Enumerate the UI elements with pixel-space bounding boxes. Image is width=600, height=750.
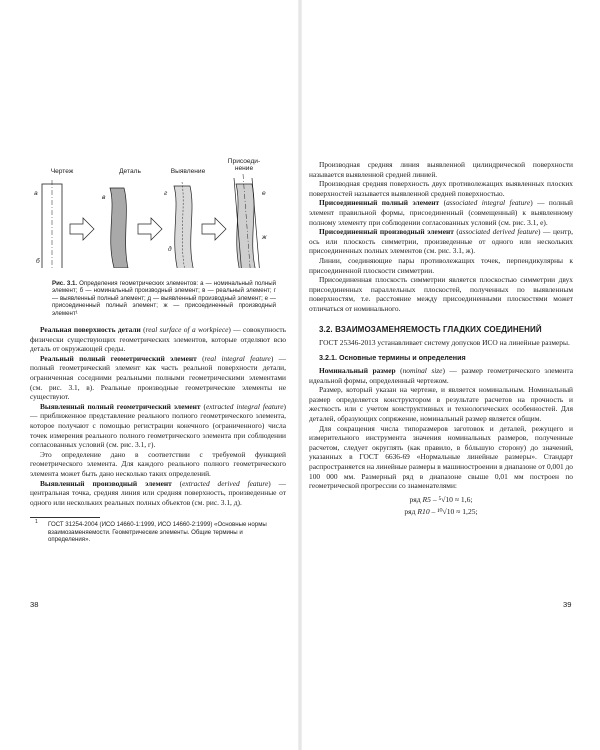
left-paragraph (30, 450, 286, 479)
footnote-text: ГОСТ 31254-2004 (ИСО 14660-1:1999, ИСО 14660-2:1999) «Основные нормы взаимозаменяемости. Геометрические элементы. Общие термины и определения». (48, 521, 267, 544)
paragraph-text: Производная средняя линия выявленной цилиндрической поверхности называется выявленной средней линией. (309, 160, 573, 179)
right-bottom-paragraph (309, 385, 573, 423)
term-english: extracted derived feature (182, 478, 269, 488)
paragraph-text: Линии, соединяющие пары противолежащих точек, перпендикулярны к присоединенной плоскости симметрии. (309, 255, 573, 275)
fig-label-extraction: Выявление (170, 168, 206, 175)
footnote-rule (30, 517, 100, 518)
right-bottom-paragraph (309, 424, 573, 491)
formula-body: – ¹⁰√10 ≈ 1,25; (429, 506, 478, 516)
subsection-title: 3.2.1. Основные термины и определения (319, 353, 466, 363)
term-english: associated derived feature (458, 227, 539, 237)
fig-label-drawing: Чертеж (50, 168, 74, 175)
right-top-paragraph (309, 256, 573, 275)
term: Присоединенный производный элемент (319, 227, 454, 237)
left-paragraph: Реальный полный геометрический элемент (real integral feature) — полный геометрический элемент как часть реальной поверхности детали, ограниченная соседними реальными полными геометрическими элементами (см. рис. 3.1, в). Реальные производные геометрические элементы не существуют. (30, 353, 286, 402)
term-english: real surface of a workpiece (145, 325, 229, 335)
footnote (30, 521, 286, 544)
figure-3-1 (30, 150, 286, 268)
formula-series-name: R10 (417, 506, 430, 516)
paragraph-text: Для сокращения числа типоразмеров заготовок и деталей, режущего и измерительного инструмента значения номинальных размеров, полученные расчетом, следует округлять (как правило, в бóльшую сторону) до значений, указанных в ГОСТ 6636-69 «Нормальные линейные размеры». Стандарт распространяется на линейные размеры в машиностроении в диапазоне от 0,001 до 100 000 мм. Размерный ряд в диапазоне свыше 0,01 мм построен по геометрической прогрессии со знаменателями: (309, 423, 573, 491)
left-page-body (30, 325, 286, 507)
term: Выявленный производный элемент (40, 478, 172, 488)
term: Номинальный размер (319, 366, 396, 376)
right-page (309, 160, 573, 518)
paragraph-text: — полный элемент правильной формы, присоединенный (совмещенный) к выявленному полному элементу при соблюдении согласованных условий (см. рис. 3.1, е). (309, 198, 574, 227)
term-english: real integral feature (204, 353, 271, 363)
fig-letter-a: а (34, 190, 38, 197)
section-intro: ГОСТ 25346-2013 устанавливает систему допусков ИСО на линейные размеры. (319, 337, 570, 347)
term-english: nominal size (402, 366, 443, 376)
figure-caption (52, 280, 276, 317)
fig-letter-e: е (262, 190, 266, 197)
paragraph-text: Размер, который указан на чертеже, и является номинальным. Номинальный размер определяется конструктором в результате расчетов на прочность и жесткость или с учетом конструктивных и технологических особенностей. Для деталей, образующих сопряжение, номинальный размер является общим. (309, 385, 573, 424)
caption-text: Определения геометрических элементов: а — номинальный полный элемент; б — номинальный производный элемент; в — реальный элемент; г — выявленный полный элемент; д — выявленный производный элемент; е — присоединенный полный элемент; ж — присоединенный производный элемент¹ (52, 280, 277, 317)
paragraph-text: — центральная точка, средняя линия или средняя поверхность, произведенные от одного или нескольких реальных полных объектов (см. рис. 3.1, д). (30, 478, 286, 507)
paragraph-text: Это определение дано в соответствии с требуемой функцией геометрического элемента. Для каждого реального полного геометрического элемента может быть дано несколько таких определений. (30, 449, 286, 478)
formula (309, 506, 573, 518)
fig-letter-b: б (36, 258, 40, 265)
fig-letter-v: в (102, 194, 106, 201)
fig-letter-g: г (164, 190, 168, 197)
term-english: extracted integral feature (206, 401, 284, 411)
paragraph-text: — полный геометрический элемент как часть реальной поверхности детали, ограниченная соседними реальными полными геометрическими элементами (см. рис. 3.1, в). Реальные производные геометрические элементы не существуют. (30, 353, 286, 402)
right-top-paragraph: Присоединенный полный элемент (associated integral feature) — полный элемент правильной формы, присоединенный (совмещенный) к выявленному полному элементу при соблюдении согласованных условий (см. рис. 3.1, е). (309, 198, 574, 227)
left-paragraph: Реальная поверхность детали (real surface of a workpiece) — совокупность физически существующих геометрических элементов, которые отделяют всю деталь от окружающей среды. (30, 325, 287, 354)
left-paragraph: Выявленный полный геометрический элемент (extracted integral feature) — приближенное представление реального полного геометрического элемента, которое получают с помощью регистрации конечного (ограниченного) числа точек измерения реального полного геометрического элемента при соблюдении согласованных условий (см. рис. 3.1, г). (30, 401, 286, 450)
book-gutter (298, 0, 302, 750)
arrow-1 (70, 218, 94, 240)
figure-drawing (30, 168, 286, 268)
fig-label-part: Деталь (119, 168, 141, 175)
formulas (309, 494, 573, 518)
left-page (30, 150, 286, 544)
left-paragraph: Выявленный производный элемент (extracted derived feature) — центральная точка, средняя линия или средняя поверхность, произведенные от одного или нескольких реальных полных объектов (см. рис. 3.1, д). (30, 478, 286, 507)
associated-element (234, 174, 260, 268)
paragraph-text: Присоединенная плоскость симметрии является плоскостью симметрии двух присоединенных параллельных плоскостей, полученных по выявленным поверхностям, т.е. расстояние между присоединенными плоскостями может отличаться от номинального. (309, 275, 573, 313)
real-element-part (110, 188, 128, 268)
section-title: 3.2. ВЗАИМОЗАМЕНЯЕМОСТЬ ГЛАДКИХ СОЕДИНЕНИЙ (319, 324, 542, 334)
paragraph-text: Производная средняя поверхность двух противолежащих выявленных плоских поверхностей называется выявленной средней поверхностью. (309, 179, 573, 198)
formula-prefix: ряд (404, 506, 418, 516)
page-number-right: 39 (563, 600, 572, 609)
term: Присоединенный полный элемент (319, 198, 440, 208)
paragraph-text: — совокупность физически существующих геометрических элементов, которые отделяют всю деталь от окружающей среды. (30, 325, 287, 354)
term: Реальный полный геометрический элемент (40, 353, 197, 363)
caption-lead: Рис. 3.1. (52, 280, 78, 287)
right-top-paragraph: Присоединенный производный элемент (associated derived feature) — центр, ось или плоскость симметрии, произведенные от одного или нескольких присоединенных полных элементов (см. рис. 3.1, ж). (309, 227, 574, 256)
extracted-element (174, 182, 194, 268)
paragraph-text: — центр, ось или плоскость симметрии, произведенные от одного или нескольких присоединенных полных элементов (см. рис. 3.1, ж). (309, 227, 574, 256)
right-page-body-top (309, 160, 573, 314)
right-page-body-bottom (309, 366, 573, 491)
footnote-mark: 1 (35, 519, 38, 526)
formula-prefix: ряд (409, 494, 423, 504)
arrow-2 (138, 218, 162, 240)
formula (309, 494, 573, 506)
right-top-paragraph (309, 160, 573, 179)
nominal-element-drawing (42, 180, 62, 268)
formula-series-name: R5 (422, 494, 431, 504)
right-top-paragraph (309, 275, 573, 313)
arrow-3 (202, 218, 226, 240)
right-top-paragraph (309, 179, 573, 198)
formula-body: – ⁵√10 ≈ 1,6; (430, 494, 473, 504)
paragraph-text: — размер геометрического элемента идеальной формы, определенный чертежом. (309, 366, 573, 385)
term: Выявленный полный геометрический элемент (40, 401, 201, 411)
paragraph-text: — приближенное представление реального полного геометрического элемента, которое получают с помощью регистрации конечного (ограниченного) числа точек измерения реального полного геометрического элемента при соблюдении согласованных условий (см. рис. 3.1, г). (30, 411, 286, 450)
term-english: associated integral feature (446, 198, 531, 208)
fig-label-association: Присоеди- нение (227, 158, 261, 173)
term: Реальная поверхность детали (40, 325, 141, 335)
fig-letter-zh: ж (262, 234, 267, 241)
page-number-left: 38 (30, 600, 39, 609)
fig-letter-d: д (168, 246, 172, 253)
right-bottom-paragraph: Номинальный размер (nominal size) — размер геометрического элемента идеальной формы, определенный чертежом. (309, 366, 573, 385)
